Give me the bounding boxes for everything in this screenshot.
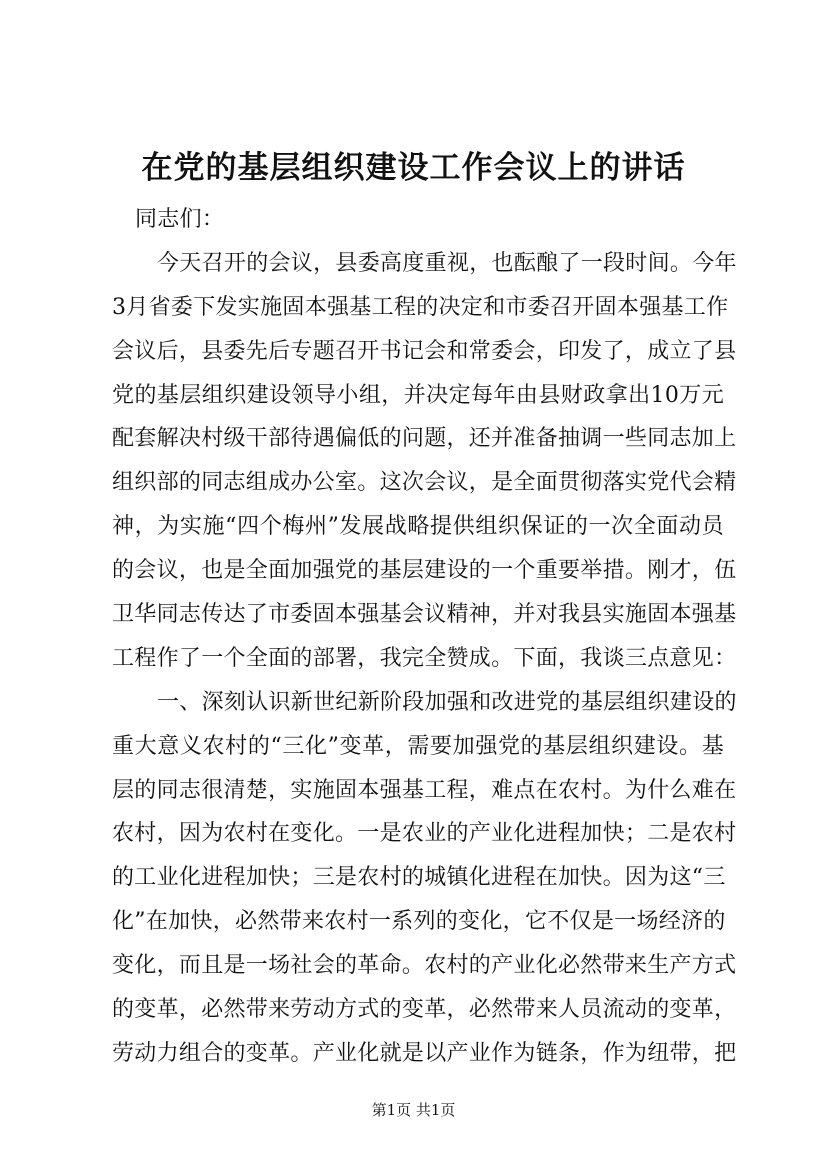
paragraph-line: 神，为实施“四个梅州”发展战略提供组织保证的一次全面动员 [112, 514, 724, 540]
paragraph-line: 的变革，必然带来劳动方式的变革，必然带来人员流动的变革， [112, 997, 737, 1023]
page-footer: 第1页 共1页 [371, 1101, 456, 1119]
paragraph-line: 的会议，也是全面加强党的基层建设的一个重要举措。刚才，伍 [112, 558, 737, 584]
paragraph-line: 农村，因为农村在变化。一是农业的产业化进程加快；二是农村 [112, 821, 737, 847]
paragraph-line: 组织部的同志组成办公室。这次会议，是全面贯彻落实党代会精 [112, 470, 737, 496]
salutation: 同志们： [135, 207, 225, 232]
paragraph-line: 劳动力组合的变革。产业化就是以产业作为链条，作为纽带，把 [112, 1040, 737, 1066]
paragraph-line: 配套解决村级干部待遇偏低的问题，还并准备抽调一些同志加上 [112, 426, 737, 452]
paragraph-line: 层的同志很清楚，实施固本强基工程，难点在农村。为什么难在 [112, 777, 737, 803]
paragraph-line: 3月省委下发实施固本强基工程的决定和市委召开固本强基工作 [112, 294, 729, 320]
paragraph-line: 党的基层组织建设领导小组，并决定每年由县财政拿出10万元 [112, 382, 724, 408]
paragraph-line: 变化，而且是一场社会的革命。农村的产业化必然带来生产方式 [112, 953, 737, 979]
document-title: 在党的基层组织建设工作会议上的讲话 [141, 150, 686, 186]
paragraph-line: 今天召开的会议，县委高度重视，也酝酿了一段时间。今年 [157, 250, 737, 276]
paragraph-line: 的工业化进程加快；三是农村的城镇化进程在加快。因为这“三 [112, 865, 726, 891]
paragraph-line: 一、深刻认识新世纪新阶段加强和改进党的基层组织建设的 [157, 689, 737, 715]
paragraph-line: 卫华同志传达了市委固本强基会议精神，并对我县实施固本强基 [112, 602, 737, 628]
document-body [112, 198, 737, 1076]
paragraph-line: 工程作了一个全面的部署，我完全赞成。下面，我谈三点意见： [112, 645, 737, 671]
paragraph-line: 会议后，县委先后专题召开书记会和常委会，印发了，成立了县 [112, 338, 737, 364]
paragraph-line: 重大意义农村的“三化”变革，需要加强党的基层组织建设。基 [112, 733, 724, 759]
paragraph-line: 化”在加快，必然带来农村一系列的变化，它不仅是一场经济的 [112, 909, 726, 935]
